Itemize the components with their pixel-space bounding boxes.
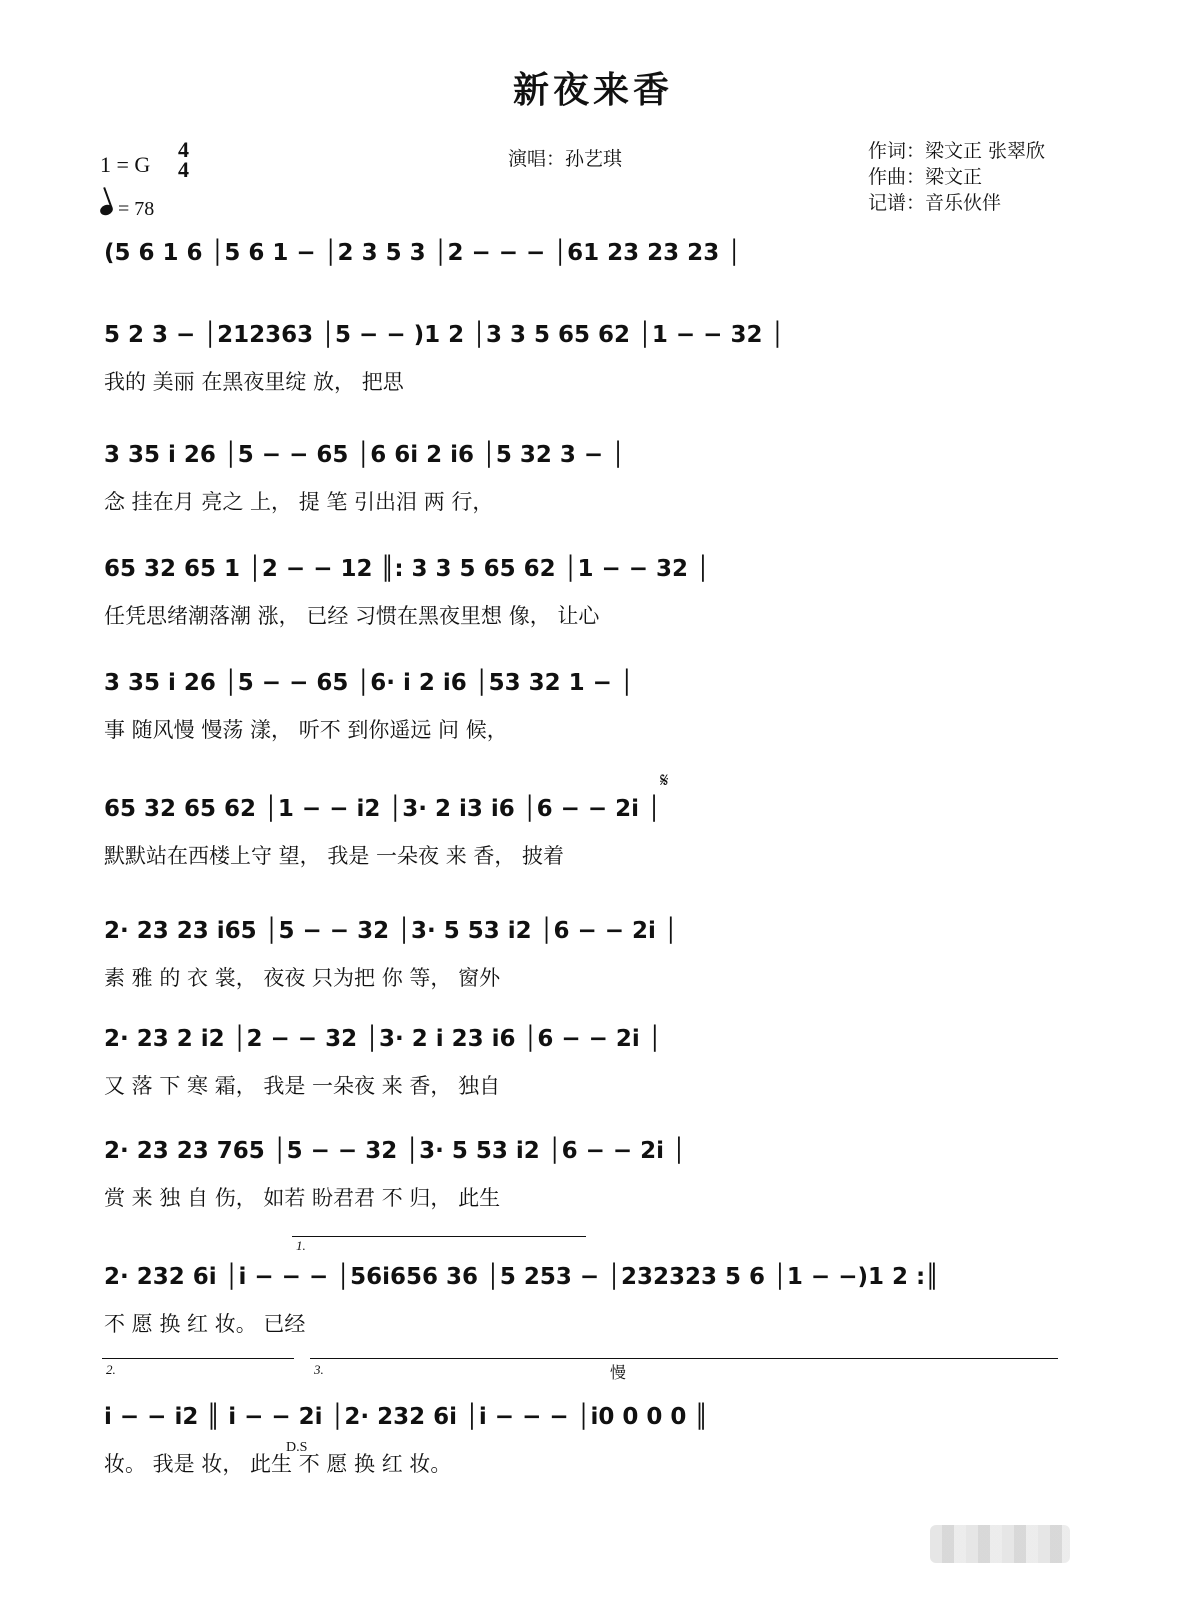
- slow-marking: 慢: [610, 1363, 627, 1382]
- tempo-value: = 78: [118, 198, 155, 220]
- notation-row: 2· 23 23 765 │5 − − 32 │3· 5 53 i2 │6 − − 2i │: [104, 1138, 686, 1164]
- lyrics-row: 赏 来 独 自 伤， 如若 盼君君 不 归， 此生: [104, 1186, 501, 1210]
- lyrics-row: 任凭思绪潮落潮 涨， 已经 习惯在黑夜里想 像， 让心: [104, 604, 600, 628]
- notation-row: 2· 23 2 i2 │2 − − 32 │3· 2 i 23 i6 │6 − − 2i │: [104, 1026, 662, 1052]
- time-bottom: 4: [178, 157, 189, 182]
- tempo-marking: [100, 198, 154, 221]
- volta-3-label: 3.: [314, 1362, 324, 1377]
- volta-2-bracket: [102, 1358, 294, 1359]
- notation-row: 2· 23 23 i65 │5 − − 32 │3· 5 53 i2 │6 − − 2i │: [104, 918, 678, 944]
- composer-credit: 作曲：梁文正: [868, 166, 983, 188]
- volta-1-bracket: [292, 1236, 586, 1237]
- lyrics-row: 默默站在西楼上守 望， 我是 一朵夜 来 香， 披着: [104, 844, 565, 868]
- notation-row: 2· 232 6i │i − − − │56i656 36 │5 253 − │232323 5 6 │1 − −)1 2 :║: [104, 1264, 940, 1290]
- volta-2-label: 2.: [106, 1362, 116, 1377]
- volta-1-label: 1.: [296, 1238, 306, 1253]
- transcriber-credit: 记谱：音乐伙伴: [868, 192, 1002, 214]
- song-title: 新夜来香: [512, 70, 673, 111]
- segno-icon: 𝄋: [660, 768, 669, 792]
- notation-row: 65 32 65 1 │2 − − 12 ║: 3 3 5 65 62 │1 − − 32 │: [104, 556, 710, 582]
- time-signature: [178, 137, 189, 182]
- notation-row: (5 6 1 6 │5 6 1 − │2 3 5 3 │2 − − − │61 23 23 23 │: [104, 240, 742, 266]
- notation-row: 5 2 3 − │212363 │5 − − )1 2 │3 3 5 65 62 │1 − − 32 │: [104, 322, 785, 348]
- lyrics-row: 事 随风慢 慢荡 漾， 听不 到你遥远 问 候，: [104, 718, 508, 742]
- notation-row: 3 35 i 26 │5 − − 65 │6· i 2 i6 │53 32 1 − │: [104, 670, 634, 696]
- quarter-note-icon: [99, 203, 115, 217]
- lyrics-row: 不 愿 换 红 妆。 已经: [104, 1312, 306, 1336]
- lyrics-row: 我的 美丽 在黑夜里绽 放， 把思: [104, 370, 404, 394]
- watermark-blur: [930, 1525, 1070, 1563]
- notation-row: 3 35 i 26 │5 − − 65 │6 6i 2 i6 │5 32 3 − │: [104, 442, 626, 468]
- lyrics-row: 又 落 下 寒 霜， 我是 一朵夜 来 香， 独自: [104, 1074, 501, 1098]
- notation-row: 65 32 65 62 │1 − − i2 │3· 2 i3 i6 │6 − − 2i │: [104, 796, 661, 822]
- lyrics-row: 念 挂在月 亮之 上， 提 笔 引出泪 两 行，: [104, 490, 494, 514]
- volta-3-bracket: [310, 1358, 1058, 1359]
- lyricist-credit: 作词：梁文正 张翠欣: [868, 140, 1046, 162]
- key-signature: 1 = G: [100, 152, 151, 177]
- lyrics-row: 素 雅 的 衣 裳， 夜夜 只为把 你 等， 窗外: [104, 966, 501, 990]
- lyrics-row: 妆。 我是 妆， 此生 不 愿 换 红 妆。: [104, 1452, 452, 1476]
- time-top: 4: [178, 137, 189, 162]
- notation-row: i − − i2 ║ i − − 2i │2· 232 6i │i − − − │i0 0 0 0 ║: [104, 1404, 709, 1430]
- singer-credit: 演唱：孙艺琪: [508, 148, 623, 170]
- ds-marking: D.S: [286, 1440, 308, 1455]
